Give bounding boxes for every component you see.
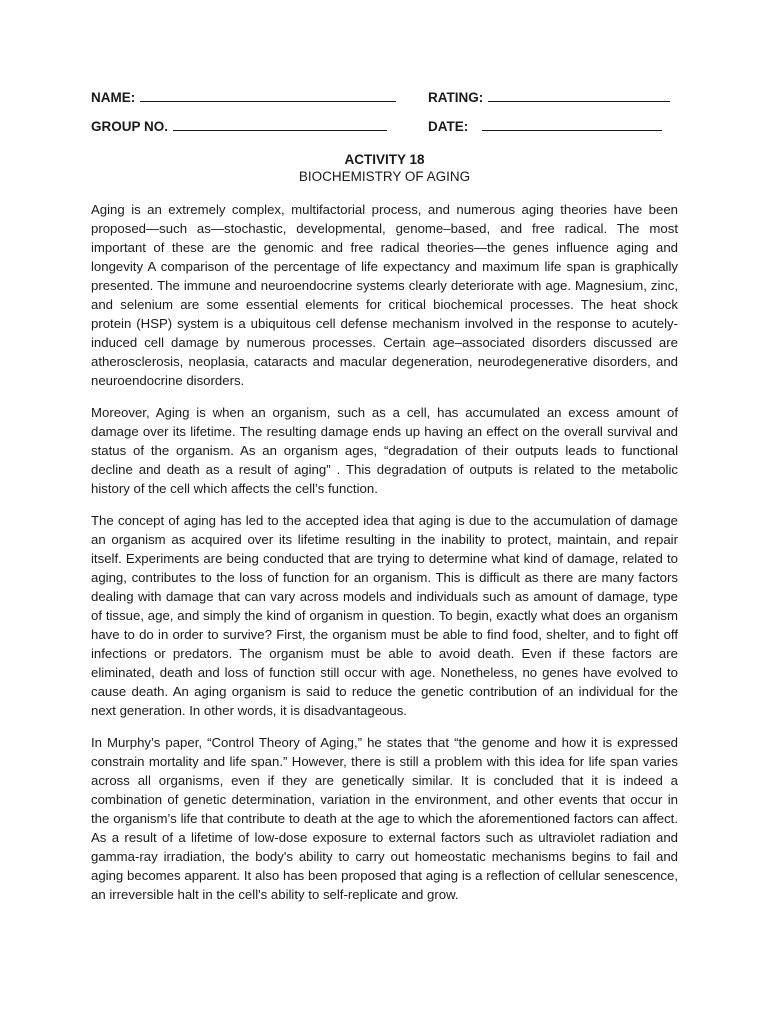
paragraph-1: Aging is an extremely complex, multifactorial process, and numerous aging theories have been proposed—such as—stochastic, developmental, genome–based, and free radical. The most important of these are the genomic and free radical theories—the genes influence aging and longevity A comparison of the percentage of life expectancy and maximum life span is graphically presented. The immune and neuroendocrine systems clearly deteriorate with age. Magnesium, zinc, and selenium are some essential elements for critical biochemical processes. The heat shock protein (HSP) system is a ubiquitous cell defense mechanism involved in the response to acutely-induced cell damage by numerous processes. Certain age–associated disorders discussed are atherosclerosis, neoplasia, cataracts and macular degeneration, neurodegenerative disorders, and neuroendocrine disorders. bbox=[91, 202, 678, 388]
activity-number: ACTIVITY 18 bbox=[344, 152, 425, 167]
name-blank-line bbox=[140, 90, 396, 102]
group-field bbox=[91, 119, 428, 134]
header-row-1 bbox=[91, 90, 678, 119]
rating-blank-line bbox=[488, 90, 670, 102]
name-label: NAME: bbox=[91, 90, 136, 105]
paragraph-3: The concept of aging has led to the accepted idea that aging is due to the accumulation of damage an organism as acquired over its lifetime resulting in the inability to protect, maintain, and repair itself. Experiments are being conducted that are trying to determine what kind of damage, related to aging, contributes to the loss of function for an organism. This is difficult as there are many factors dealing with damage that can vary across models and individuals such as amount of damage, type of tissue, age, and simply the kind of organism in question. To begin, exactly what does an organism have to do in order to survive? First, the organism must be able to find food, shelter, and to fight off infections or predators. The organism must be able to avoid death. Even if these factors are eliminated, death and loss of function still occur with age. Nonetheless, no genes have evolved to cause death. An aging organism is said to reduce the genetic contribution of an individual for the next generation. In other words, it is disadvantageous. bbox=[91, 513, 678, 718]
document-page bbox=[91, 90, 678, 917]
paragraph-2: Moreover, Aging is when an organism, such as a cell, has accumulated an excess amount of damage over its lifetime. The resulting damage ends up having an effect on the overall survival and status of the organism. As an organism ages, “degradation of their outputs leads to functional decline and death as a result of aging” . This degradation of outputs is related to the metabolic history of the cell which affects the cell’s function. bbox=[91, 405, 678, 496]
group-label: GROUP NO. bbox=[91, 119, 169, 134]
rating-field bbox=[428, 90, 678, 105]
name-field bbox=[91, 90, 428, 105]
header-row-2 bbox=[91, 119, 678, 148]
date-field bbox=[428, 119, 678, 134]
date-label: DATE: bbox=[428, 119, 469, 134]
paragraph-4: In Murphy’s paper, “Control Theory of Aging,” he states that “the genome and how it is expressed constrain mortality and life span.” However, there is still a problem with this idea for life span varies across all organisms, even if they are genetically similar. It is concluded that it is indeed a combination of genetic determination, variation in the environment, and other events that occur in the organism’s life that contribute to death at the age to which the aforementioned factors can affect. As a result of a lifetime of low-dose exposure to external factors such as ultraviolet radiation and gamma-ray irradiation, the body's ability to carry out homeostatic mechanisms begins to fail and aging becomes apparent. It also has been proposed that aging is a reflection of cellular senescence, an irreversible halt in the cell's ability to self-replicate and grow. bbox=[91, 735, 678, 902]
rating-label: RATING: bbox=[428, 90, 484, 105]
activity-title: BIOCHEMISTRY OF AGING bbox=[298, 169, 471, 184]
group-blank-line bbox=[173, 119, 387, 131]
date-blank-line bbox=[482, 119, 662, 131]
